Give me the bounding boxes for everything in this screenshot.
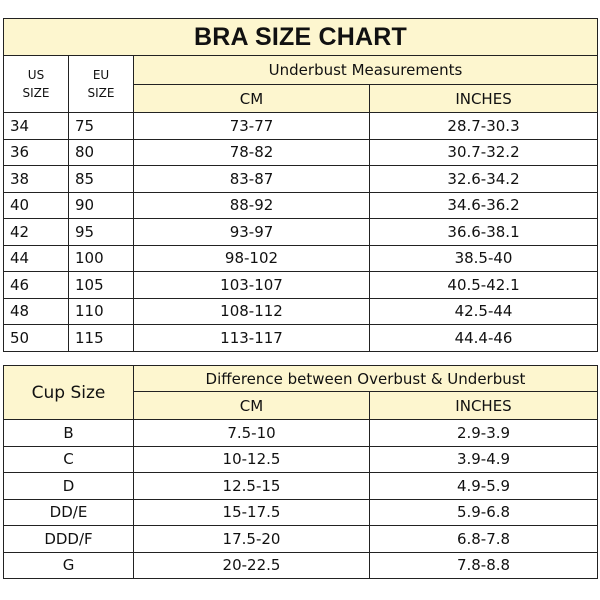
cm-header: CM [134,392,370,420]
cm-cell: 78-82 [134,139,370,166]
cm-header: CM [134,85,370,113]
eu-size-cell: 75 [69,113,134,140]
inches-cell: 6.8-7.8 [370,526,598,553]
cup-size-cell: C [4,446,134,473]
eu-size-header-line1: EU [92,68,110,82]
table-row [4,420,598,447]
cm-cell: 88-92 [134,192,370,219]
inches-header: INCHES [370,392,598,420]
chart-title: BRA SIZE CHART [4,19,598,56]
eu-size-header [69,56,134,113]
inches-cell: 2.9-3.9 [370,420,598,447]
table-row [4,298,598,325]
cm-cell: 108-112 [134,298,370,325]
cup-size-cell: G [4,552,134,579]
table-row [4,499,598,526]
cup-size-cell: D [4,473,134,500]
us-size-cell: 36 [4,139,69,166]
table-row [4,245,598,272]
inches-cell: 34.6-36.2 [370,192,598,219]
bra-size-table [3,18,598,352]
cm-cell: 73-77 [134,113,370,140]
eu-size-cell: 115 [69,325,134,352]
eu-size-cell: 85 [69,166,134,193]
eu-size-cell: 105 [69,272,134,299]
inches-cell: 28.7-30.3 [370,113,598,140]
us-size-header [4,56,69,113]
inches-cell: 40.5-42.1 [370,272,598,299]
table-row [4,139,598,166]
table-row [4,166,598,193]
eu-size-cell: 95 [69,219,134,246]
cm-cell: 103-107 [134,272,370,299]
cup-size-cell: DD/E [4,499,134,526]
table-row [4,325,598,352]
inches-cell: 36.6-38.1 [370,219,598,246]
cm-cell: 20-22.5 [134,552,370,579]
table-row [4,272,598,299]
table-row [4,192,598,219]
table-row [4,526,598,553]
inches-cell: 7.8-8.8 [370,552,598,579]
eu-size-header-line2: SIZE [87,86,115,100]
cm-cell: 83-87 [134,166,370,193]
us-size-cell: 44 [4,245,69,272]
table-row [4,446,598,473]
us-size-cell: 38 [4,166,69,193]
cm-cell: 7.5-10 [134,420,370,447]
inches-cell: 5.9-6.8 [370,499,598,526]
cm-cell: 98-102 [134,245,370,272]
table-row [4,219,598,246]
cup-size-cell: DDD/F [4,526,134,553]
us-size-header-line2: SIZE [22,86,50,100]
cm-cell: 17.5-20 [134,526,370,553]
eu-size-cell: 110 [69,298,134,325]
inches-cell: 32.6-34.2 [370,166,598,193]
table-row [4,552,598,579]
us-size-cell: 46 [4,272,69,299]
cup-size-header: Cup Size [4,366,134,420]
inches-cell: 42.5-44 [370,298,598,325]
cm-cell: 113-117 [134,325,370,352]
us-size-cell: 40 [4,192,69,219]
cm-cell: 15-17.5 [134,499,370,526]
inches-cell: 38.5-40 [370,245,598,272]
inches-header: INCHES [370,85,598,113]
us-size-cell: 42 [4,219,69,246]
cm-cell: 12.5-15 [134,473,370,500]
cup-size-table [3,365,598,579]
difference-header: Difference between Overbust & Underbust [134,366,598,392]
us-size-cell: 34 [4,113,69,140]
inches-cell: 3.9-4.9 [370,446,598,473]
cm-cell: 93-97 [134,219,370,246]
inches-cell: 4.9-5.9 [370,473,598,500]
table-row [4,113,598,140]
eu-size-cell: 90 [69,192,134,219]
inches-cell: 30.7-32.2 [370,139,598,166]
cup-size-cell: B [4,420,134,447]
inches-cell: 44.4-46 [370,325,598,352]
cm-cell: 10-12.5 [134,446,370,473]
us-size-cell: 48 [4,298,69,325]
us-size-header-line1: US [27,68,45,82]
us-size-cell: 50 [4,325,69,352]
eu-size-cell: 100 [69,245,134,272]
underbust-header: Underbust Measurements [134,56,598,85]
eu-size-cell: 80 [69,139,134,166]
table-row [4,473,598,500]
